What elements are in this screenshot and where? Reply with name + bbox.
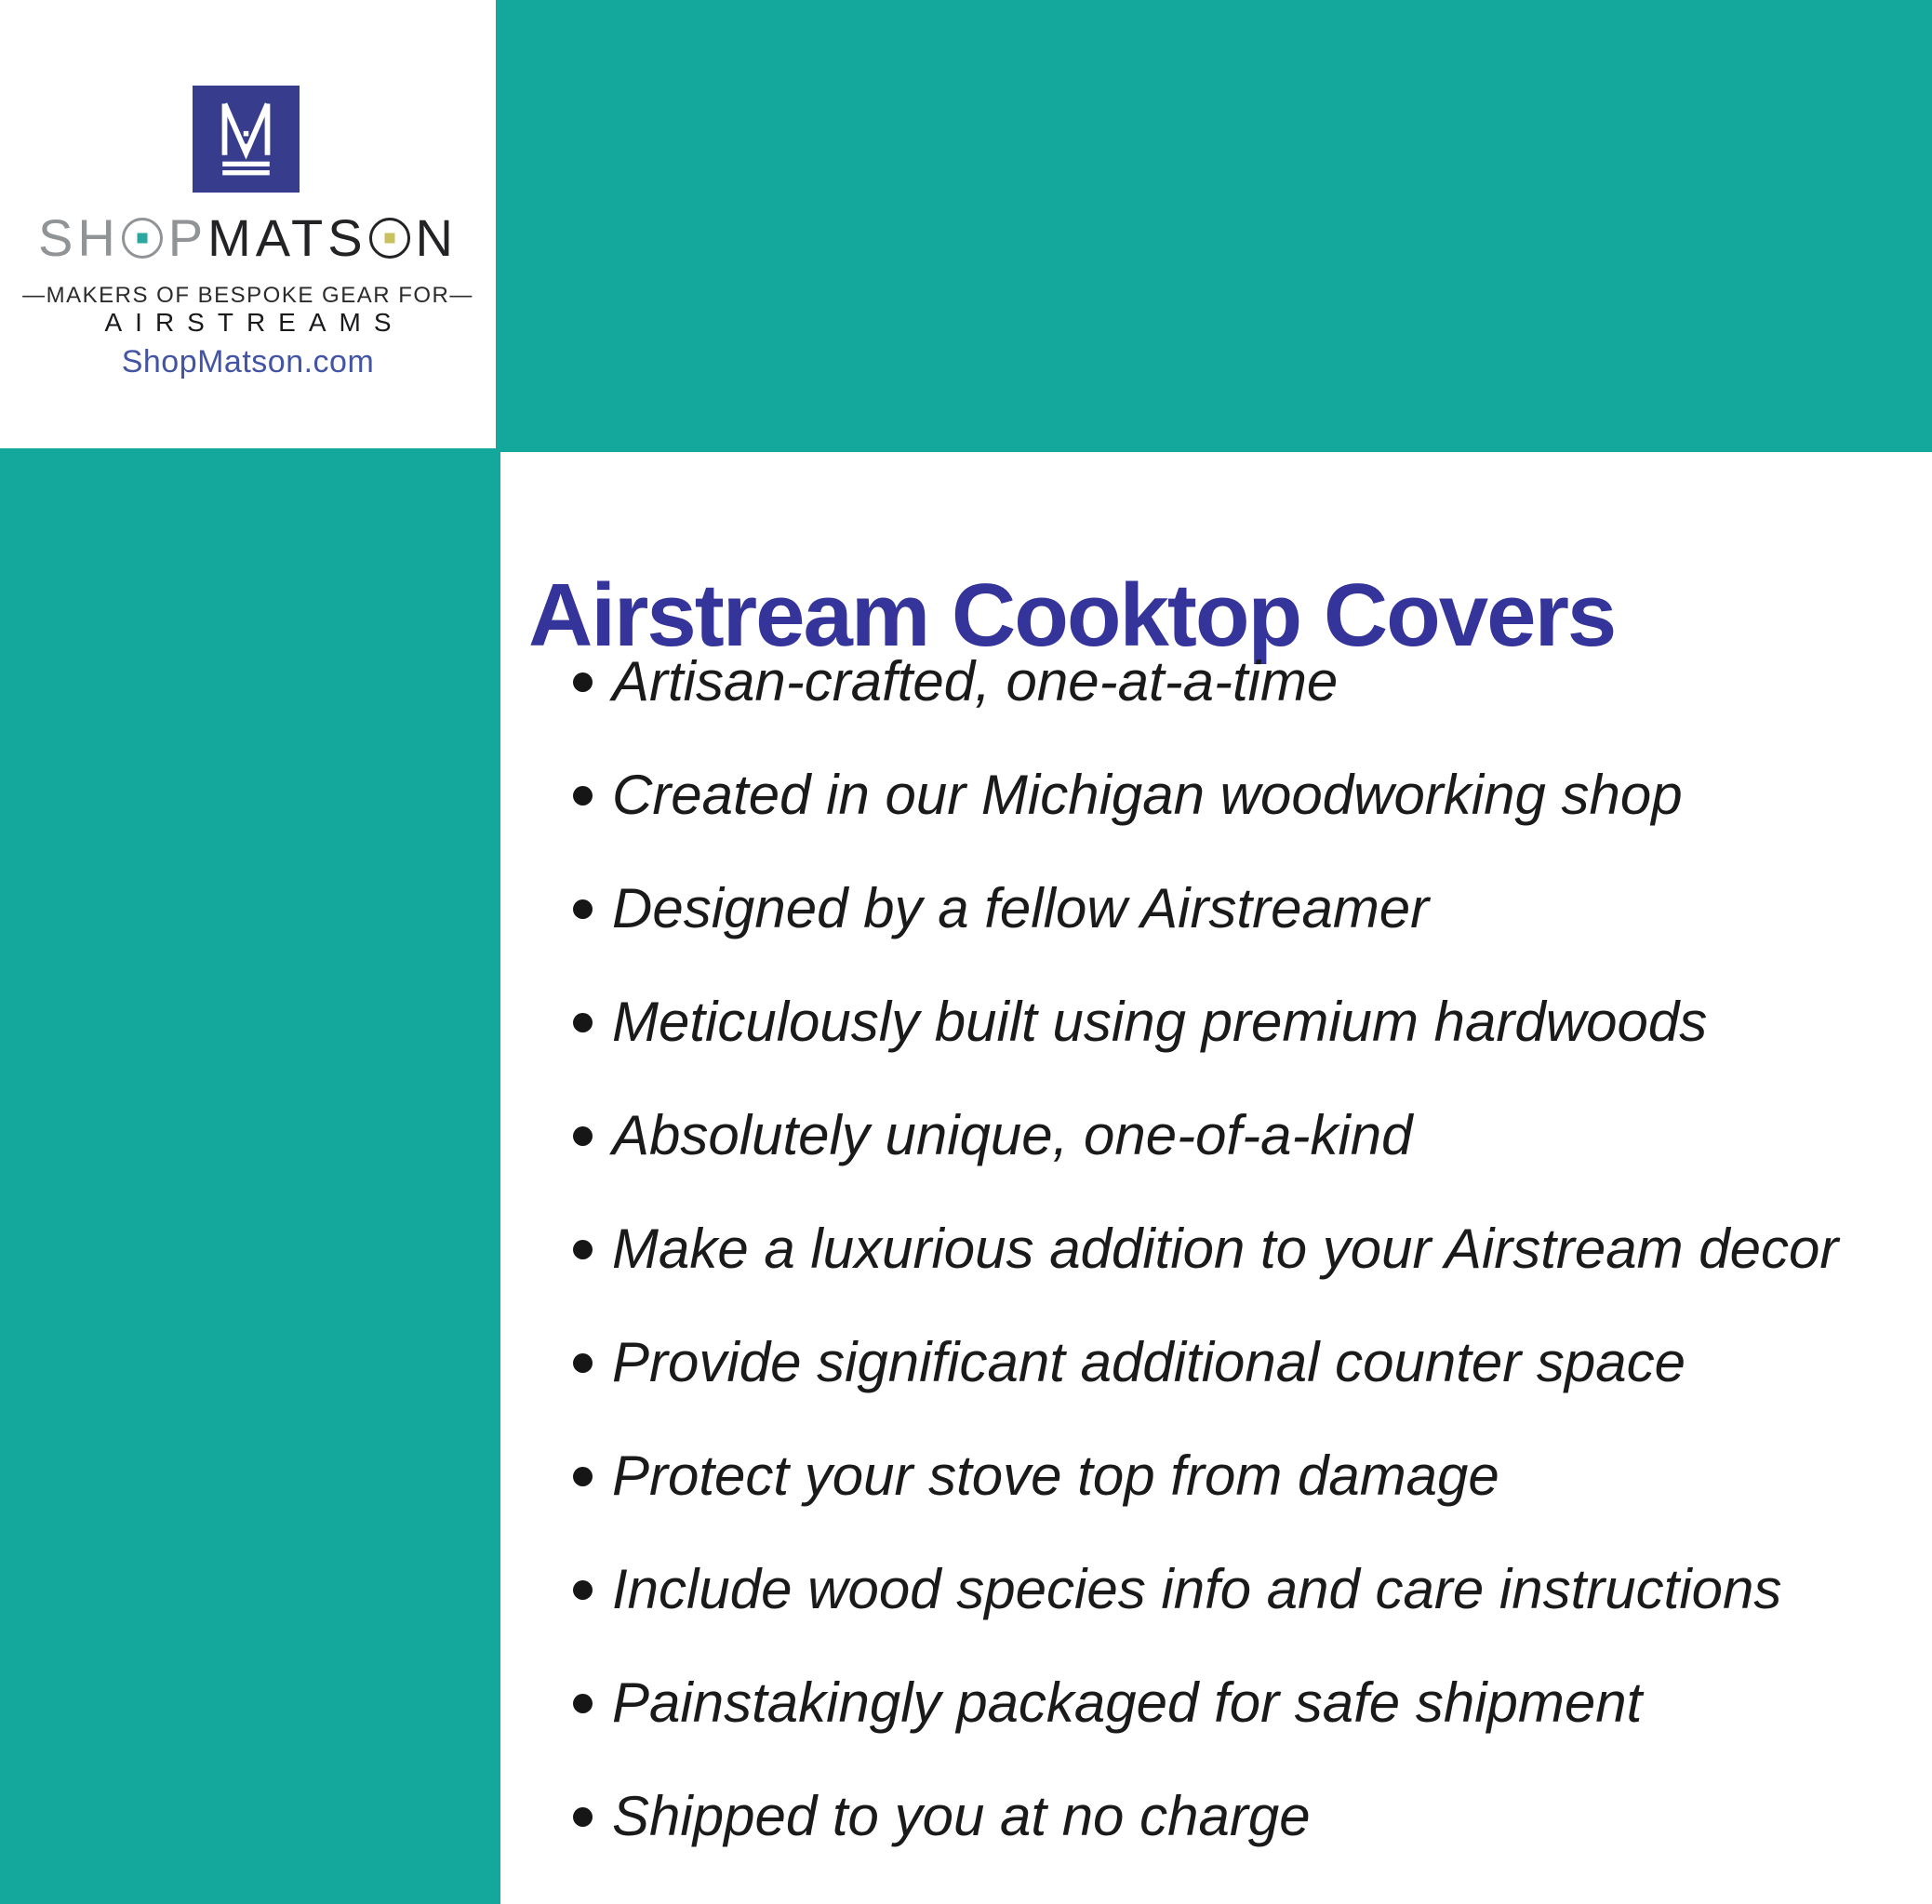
list-item	[573, 965, 1838, 1079]
list-item	[573, 1760, 1838, 1873]
letter-o-ring-olive-dot-icon	[369, 218, 410, 259]
wordmark-shop-sh: SH	[37, 208, 120, 267]
list-item	[573, 625, 1838, 739]
list-item	[573, 852, 1838, 965]
brand-tagline: —MAKERS OF BESPOKE GEAR FOR—	[22, 283, 473, 308]
feature-list	[573, 625, 1838, 1873]
list-item-text: Include wood species info and care instructions	[612, 1558, 1782, 1620]
page-title: Airstream Cooktop Covers	[528, 566, 1616, 666]
list-item	[573, 1192, 1838, 1306]
wordmark-n: N	[415, 208, 458, 267]
brand-wordmark	[0, 208, 496, 267]
bullet-icon	[573, 1240, 593, 1259]
brand-airstreams: AIRSTREAMS	[104, 308, 405, 337]
website-link[interactable]: ShopMatson.com	[121, 344, 375, 379]
m-monogram-glyph	[193, 86, 300, 193]
list-item	[573, 1419, 1838, 1533]
bullet-icon	[573, 1126, 593, 1146]
bullet-icon	[573, 1467, 593, 1486]
bullet-icon	[573, 1353, 593, 1373]
list-item-text: Provide significant additional counter space	[612, 1331, 1686, 1393]
letter-o-ring-teal-dot-icon	[122, 218, 163, 259]
list-item-text: Meticulously built using premium hardwoods	[612, 991, 1708, 1053]
list-item	[573, 1533, 1838, 1646]
bullet-icon	[573, 1580, 593, 1600]
list-item-text: Make a luxurious addition to your Airstream decor	[612, 1218, 1839, 1280]
bullet-icon	[573, 786, 593, 806]
wordmark-shop-p: P	[167, 208, 208, 267]
bullet-icon	[573, 1807, 593, 1827]
list-item-text: Painstakingly packaged for safe shipment	[612, 1671, 1643, 1734]
logo-panel	[0, 0, 496, 448]
list-item-text: Designed by a fellow Airstreamer	[612, 877, 1430, 939]
list-item	[573, 1306, 1838, 1419]
wordmark-mats: MATS	[207, 208, 367, 267]
bullet-icon	[573, 672, 593, 692]
list-item-text: Created in our Michigan woodworking shop	[612, 764, 1683, 826]
list-item-text: Protect your stove top from damage	[612, 1445, 1499, 1507]
bullet-icon	[573, 1694, 593, 1713]
list-item-text: Absolutely unique, one-of-a-kind	[612, 1104, 1413, 1166]
olive-square-dot-icon	[384, 233, 394, 244]
teal-square-dot-icon	[137, 233, 147, 244]
list-item-text: Artisan-crafted, one-at-a-time	[612, 650, 1339, 712]
list-item	[573, 1079, 1838, 1192]
list-item	[573, 739, 1838, 852]
list-item	[573, 1646, 1838, 1760]
bullet-icon	[573, 1013, 593, 1032]
bullet-icon	[573, 899, 593, 919]
matson-m-monogram-icon	[193, 86, 300, 193]
list-item-text: Shipped to you at no charge	[612, 1785, 1311, 1847]
